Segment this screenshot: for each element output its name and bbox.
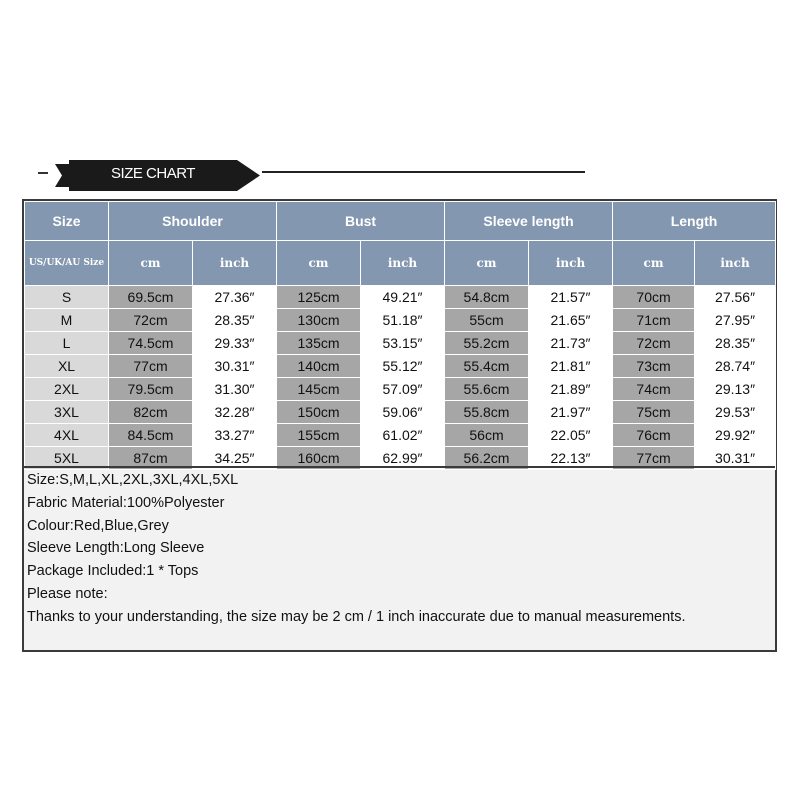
table-notes-divider [24, 466, 775, 468]
note-sleeve-length: Sleeve Length:Long Sleeve [27, 540, 205, 557]
sleeve-cm-cell: 56cm [445, 424, 529, 447]
shoulder-cm-cell: 84.5cm [109, 424, 193, 447]
note-sizes: Size:S,M,L,XL,2XL,3XL,4XL,5XL [27, 472, 239, 488]
shoulder-inch-header: inch [193, 241, 277, 286]
size-table [24, 201, 776, 470]
size-chart-banner [0, 150, 800, 200]
region-size-header: US/UK/AU Size [25, 241, 109, 286]
shoulder-cm-cell: 82cm [109, 401, 193, 424]
shoulder-cm-cell: 69.5cm [109, 286, 193, 309]
shoulder-inch-cell: 31.30″ [193, 378, 277, 401]
sleeve-cm-header: cm [445, 241, 529, 286]
sleeve-inch-header: inch [529, 241, 613, 286]
banner-title: SIZE CHART [111, 165, 195, 182]
bust-inch-cell: 61.02″ [361, 424, 445, 447]
bust-inch-cell: 53.15″ [361, 332, 445, 355]
shoulder-cm-cell: 74.5cm [109, 332, 193, 355]
table-row [25, 309, 776, 332]
shoulder-inch-cell: 28.35″ [193, 309, 277, 332]
shoulder-cm-cell: 77cm [109, 355, 193, 378]
bust-inch-cell: 55.12″ [361, 355, 445, 378]
size-cell: M [25, 309, 109, 332]
bust-cm-cell: 155cm [277, 424, 361, 447]
length-inch-cell: 27.95″ [695, 309, 776, 332]
note-fabric: Fabric Material:100%Polyester [27, 494, 225, 511]
sleeve-cm-cell: 55cm [445, 309, 529, 332]
length-inch-cell: 30.31″ [695, 447, 776, 470]
length-header: Length [613, 202, 776, 241]
note-package: Package Included:1 * Tops [27, 563, 199, 580]
length-cm-cell: 71cm [613, 309, 695, 332]
sleeve-cm-cell: 55.2cm [445, 332, 529, 355]
shoulder-inch-cell: 27.36″ [193, 286, 277, 309]
size-cell: 3XL [25, 401, 109, 424]
size-chart-panel [22, 199, 777, 652]
shoulder-cm-header: cm [109, 241, 193, 286]
length-cm-cell: 74cm [613, 378, 695, 401]
bust-inch-header: inch [361, 241, 445, 286]
note-colour: Colour:Red,Blue,Grey [27, 517, 169, 534]
bust-inch-cell: 57.09″ [361, 378, 445, 401]
banner-rule-line [262, 171, 585, 173]
sleeve-inch-cell: 21.97″ [529, 401, 613, 424]
bust-inch-cell: 49.21″ [361, 286, 445, 309]
shoulder-inch-cell: 30.31″ [193, 355, 277, 378]
note-measurement-disclaimer: Thanks to your understanding, the size may be 2 cm / 1 inch inaccurate due to manual measurements. [27, 608, 686, 625]
length-cm-cell: 77cm [613, 447, 695, 470]
size-cell: XL [25, 355, 109, 378]
sleeve-cm-cell: 56.2cm [445, 447, 529, 470]
sleeve-inch-cell: 21.73″ [529, 332, 613, 355]
note-please-note: Please note: [27, 585, 108, 602]
size-cell: L [25, 332, 109, 355]
sleeve-length-header: Sleeve length [445, 202, 613, 241]
length-inch-header: inch [695, 241, 776, 286]
bust-inch-cell: 59.06″ [361, 401, 445, 424]
bust-inch-cell: 51.18″ [361, 309, 445, 332]
product-notes [27, 469, 772, 629]
shoulder-inch-cell: 34.25″ [193, 447, 277, 470]
sleeve-inch-cell: 21.89″ [529, 378, 613, 401]
sleeve-inch-cell: 22.13″ [529, 447, 613, 470]
size-cell: 5XL [25, 447, 109, 470]
table-row [25, 332, 776, 355]
shoulder-inch-cell: 32.28″ [193, 401, 277, 424]
group-header-row [25, 202, 776, 241]
length-inch-cell: 28.74″ [695, 355, 776, 378]
table-row [25, 286, 776, 309]
size-cell: 2XL [25, 378, 109, 401]
sleeve-cm-cell: 55.4cm [445, 355, 529, 378]
shoulder-cm-cell: 79.5cm [109, 378, 193, 401]
bust-cm-cell: 140cm [277, 355, 361, 378]
shoulder-cm-cell: 72cm [109, 309, 193, 332]
length-cm-cell: 70cm [613, 286, 695, 309]
length-inch-cell: 28.35″ [695, 332, 776, 355]
length-cm-cell: 76cm [613, 424, 695, 447]
bust-inch-cell: 62.99″ [361, 447, 445, 470]
sleeve-cm-cell: 55.8cm [445, 401, 529, 424]
length-cm-cell: 75cm [613, 401, 695, 424]
table-row [25, 378, 776, 401]
table-row [25, 401, 776, 424]
sleeve-inch-cell: 22.05″ [529, 424, 613, 447]
sleeve-inch-cell: 21.65″ [529, 309, 613, 332]
size-cell: 4XL [25, 424, 109, 447]
length-inch-cell: 29.92″ [695, 424, 776, 447]
bust-cm-cell: 160cm [277, 447, 361, 470]
length-inch-cell: 29.53″ [695, 401, 776, 424]
size-header: Size [25, 202, 109, 241]
table-row [25, 355, 776, 378]
bust-cm-cell: 150cm [277, 401, 361, 424]
shoulder-header: Shoulder [109, 202, 277, 241]
bust-cm-cell: 125cm [277, 286, 361, 309]
length-cm-cell: 72cm [613, 332, 695, 355]
bust-header: Bust [277, 202, 445, 241]
bust-cm-cell: 135cm [277, 332, 361, 355]
length-cm-header: cm [613, 241, 695, 286]
shoulder-cm-cell: 87cm [109, 447, 193, 470]
length-inch-cell: 29.13″ [695, 378, 776, 401]
bust-cm-header: cm [277, 241, 361, 286]
shoulder-inch-cell: 33.27″ [193, 424, 277, 447]
table-row [25, 424, 776, 447]
sleeve-inch-cell: 21.81″ [529, 355, 613, 378]
shoulder-inch-cell: 29.33″ [193, 332, 277, 355]
length-inch-cell: 27.56″ [695, 286, 776, 309]
unit-header-row [25, 241, 776, 286]
sleeve-inch-cell: 21.57″ [529, 286, 613, 309]
bust-cm-cell: 130cm [277, 309, 361, 332]
banner-dash [38, 172, 48, 174]
length-cm-cell: 73cm [613, 355, 695, 378]
bust-cm-cell: 145cm [277, 378, 361, 401]
sleeve-cm-cell: 55.6cm [445, 378, 529, 401]
sleeve-cm-cell: 54.8cm [445, 286, 529, 309]
size-cell: S [25, 286, 109, 309]
